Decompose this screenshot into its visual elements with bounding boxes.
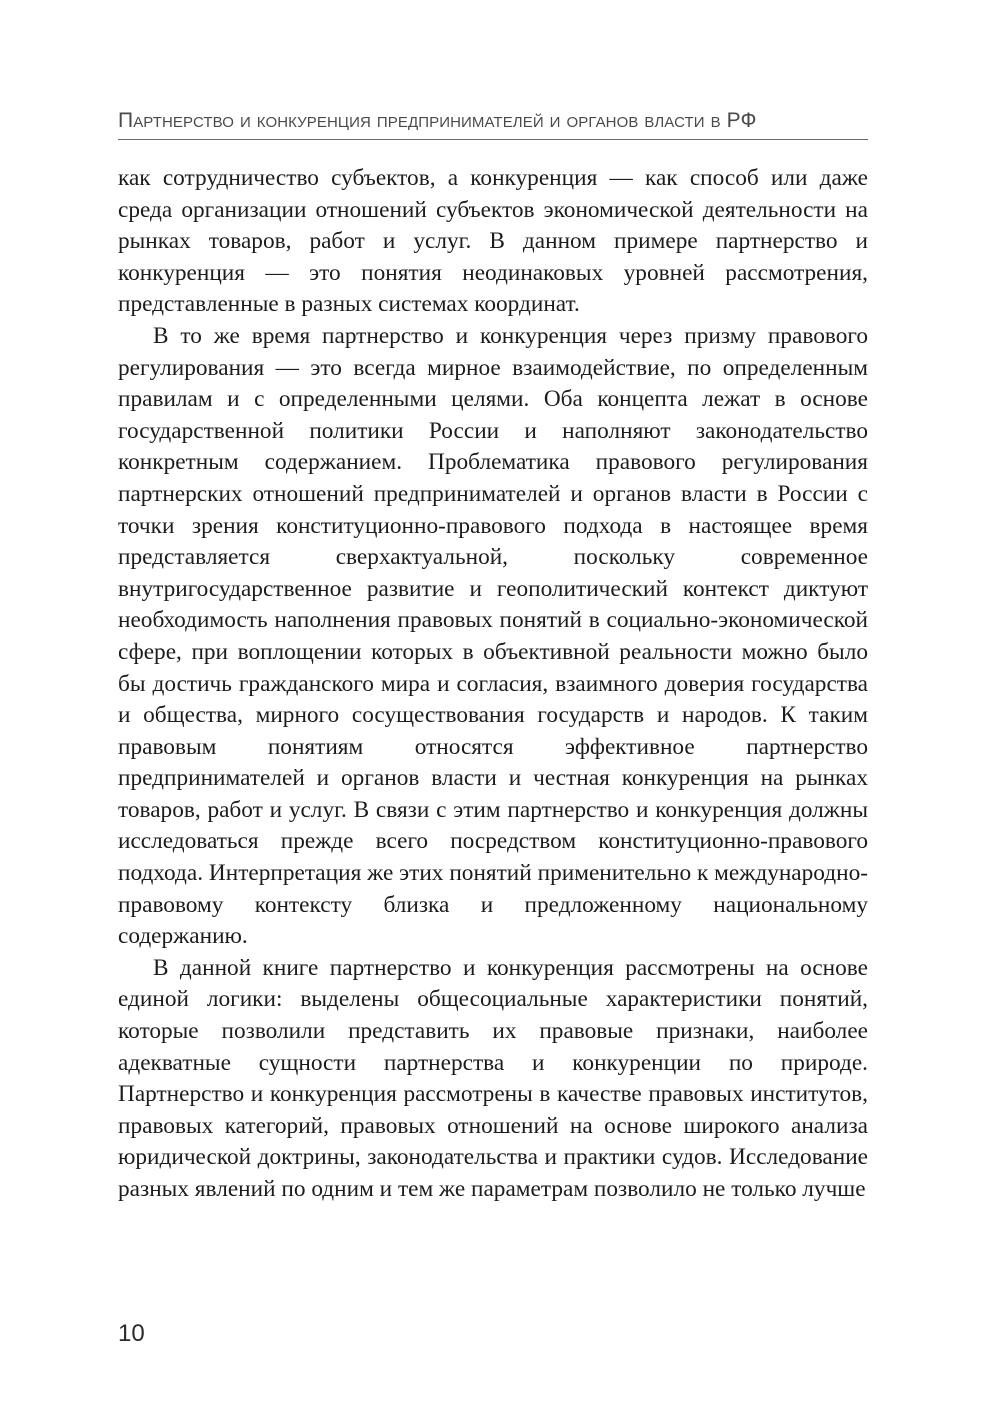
paragraph-1: как сотрудничество субъектов, а конкуренция — как способ или даже среда организации отношений субъектов экономической деятельности на рынках товаров, работ и услуг. В данном примере партнерство и конкуренция — это понятия неодинаковых уровней рассмотрения, представленные в разных системах координат.: [118, 165, 868, 318]
page-number: 10: [118, 1320, 145, 1347]
paragraph-3: В данной книге партнерство и конкуренция рассмотрены на основе единой логики: выделены общесоциальные характеристики понятий, которые позволили представить их правовые признаки, наиболее адекватные сущности партнерства и конкуренции по природе. Партнерство и конкуренция рассмотрены в качестве правовых институтов, правовых категорий, правовых отношений на основе широкого анализа юридической доктрины, законодательства и практики судов. Исследование разных явлений по одним и тем же параметрам позволило не только лучше: [118, 954, 868, 1202]
running-header: Партнерство и конкуренция предпринимателей и органов власти в РФ: [118, 108, 868, 140]
paragraph-2: В то же время партнерство и конкуренция через призму правового регулирования — это всегда мирное взаимодействие, по определенным правилам и с определенными целями. Оба концепта лежат в основе государственной политики России и наполняют законодательство конкретным содержанием. Проблематика правового регулирования партнерских отношений предпринимателей и органов власти в России с точки зрения конституционно-правового подхода в настоящее время представляется сверхактуальной, поскольку современное внутригосударственное развитие и геополитический контекст диктуют необходимость наполнения правовых понятий в социально-экономической сфере, при воплощении которых в объективной реальности можно было бы достичь гражданского мира и согласия, взаимного доверия государства и общества, мирного сосуществования государств и народов. К таким правовым понятиям относятся эффективное партнерство предпринимателей и органов власти и честная конкуренция на рынках товаров, работ и услуг. В связи с этим партнерство и конкуренция должны исследоваться прежде всего посредством конституционно-правового подхода. Интерпретация же этих понятий применительно к международно-правовому контексту близка и предложенному национальному содержанию.: [118, 322, 868, 950]
body-text: [118, 163, 868, 1206]
